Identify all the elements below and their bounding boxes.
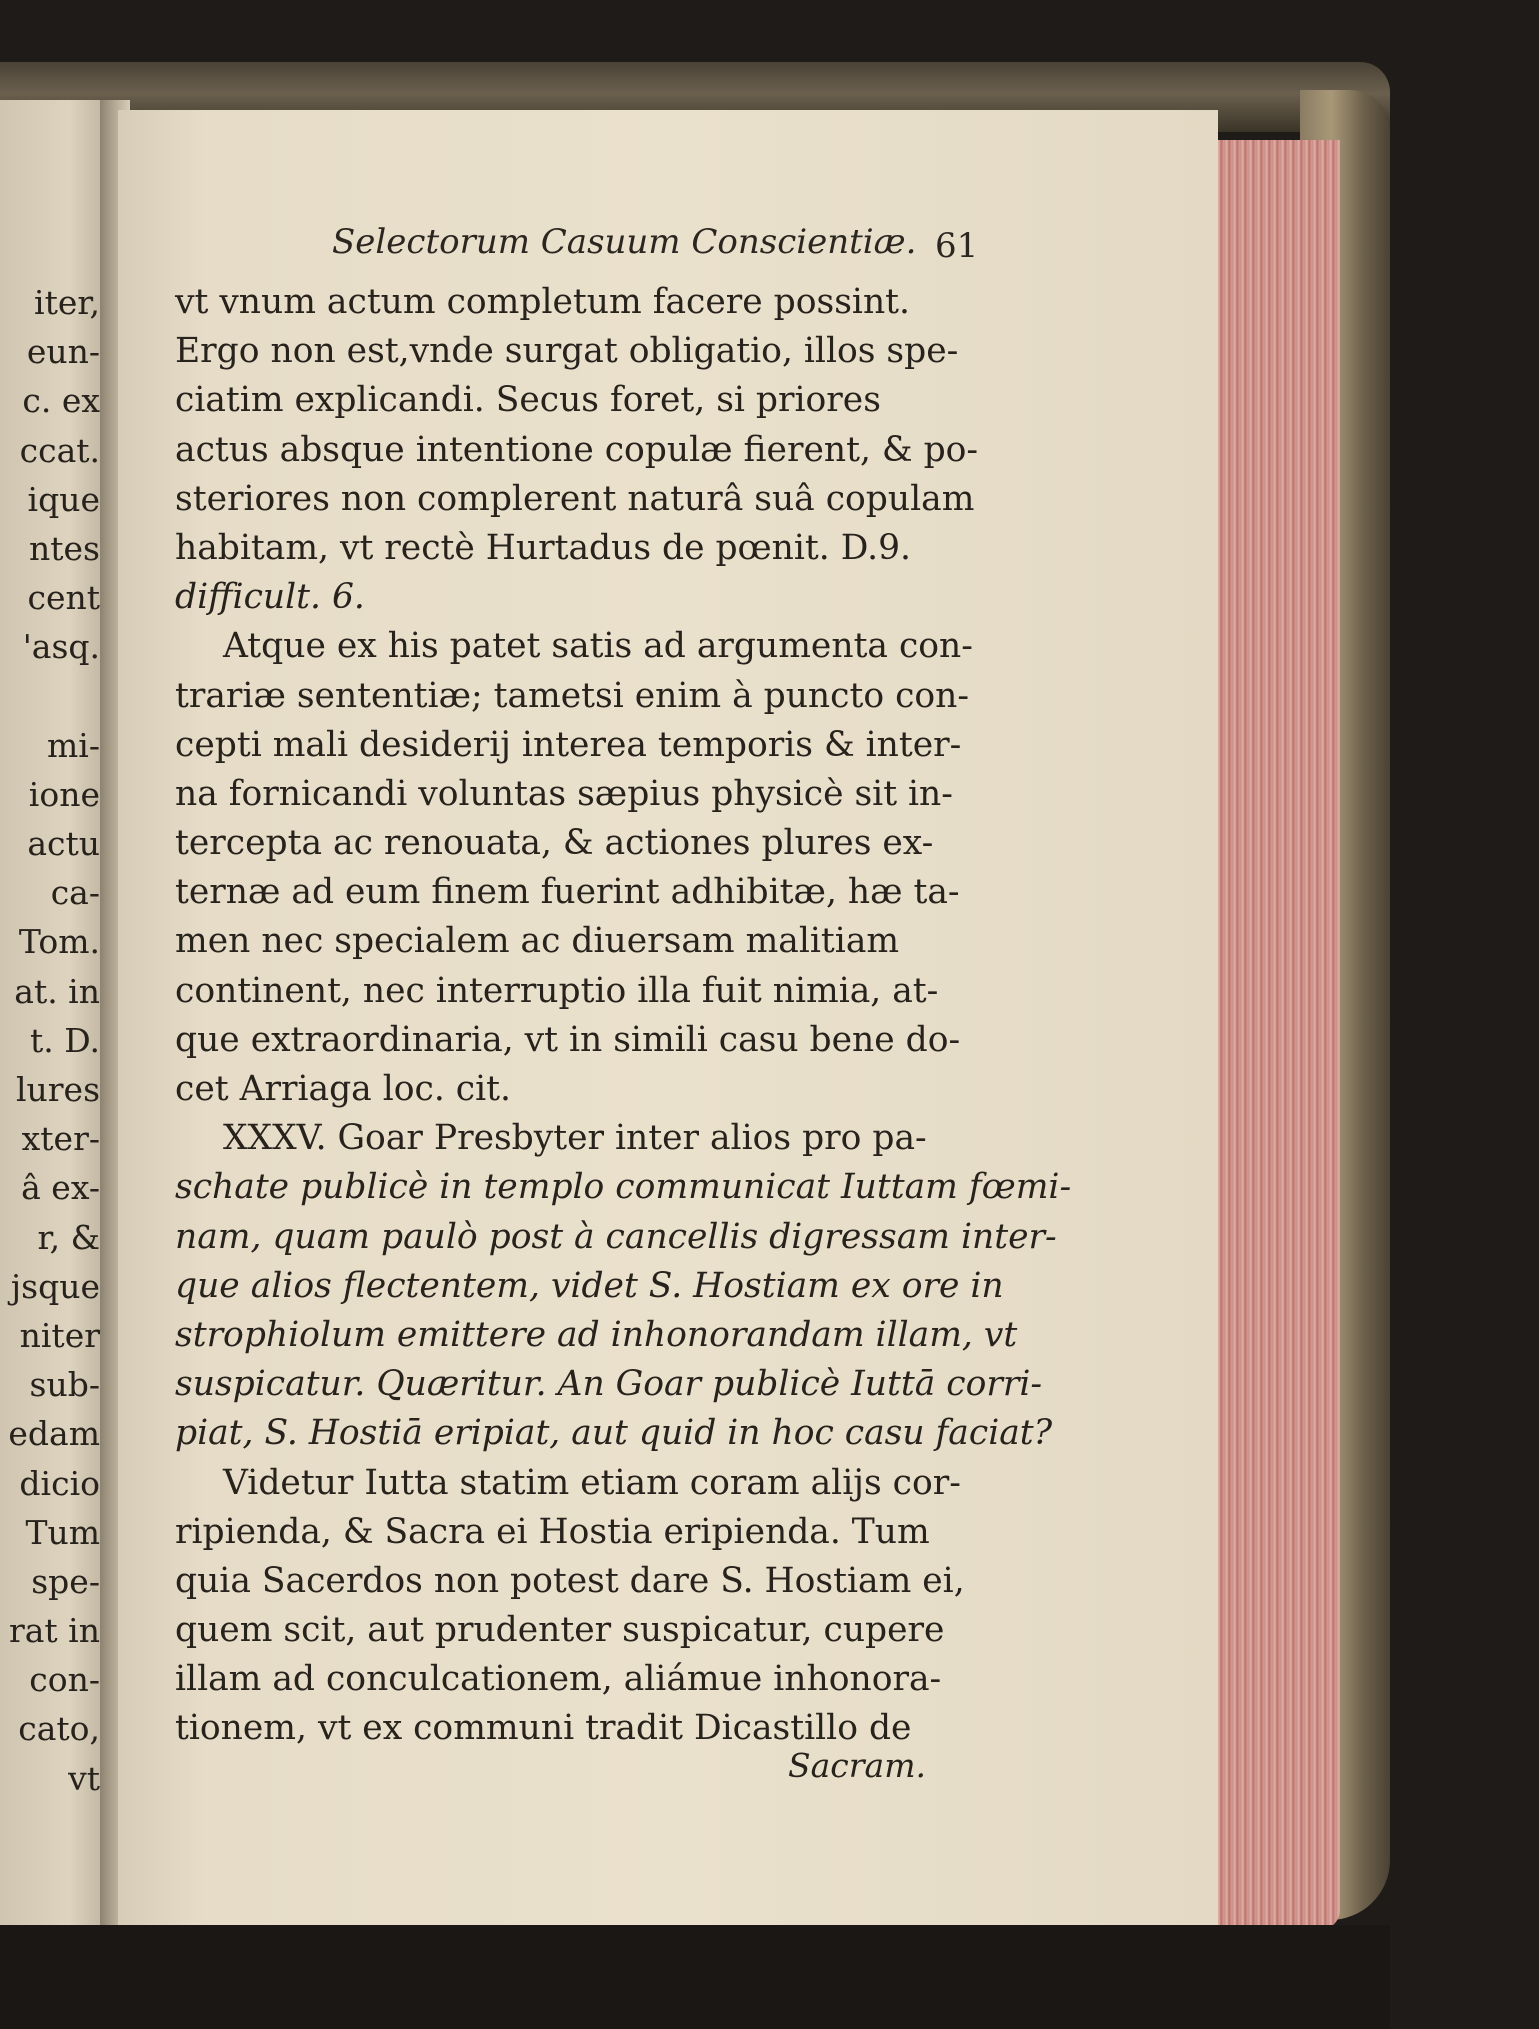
text-line: cepti mali desiderij interea temporis & inter- [175,724,962,765]
left-fragment-line: 'asq. [22,627,100,667]
left-fragment-line: cent [27,578,100,618]
text-line: continent, nec interruptio illa fuit nimia, at- [175,970,939,1011]
left-fragment-line: ione [28,774,100,814]
left-fragment-line: at. in [14,971,100,1011]
left-fragment-line: actu [27,824,100,864]
text-line: suspicatur. Quæritur. An Goar publicè Iuttā corri- [175,1364,1043,1405]
left-fragment-line: c. ex [22,381,100,421]
bottom-background [0,1925,1390,2029]
text-line: schate publicè in templo communicat Iuttam fœmi- [175,1167,1072,1208]
text-line: actus absque intentione copulæ fierent, & po- [175,429,979,470]
left-fragment-line: cato, [18,1709,100,1749]
text-line: vt vnum actum completum facere possint. [175,282,910,322]
text-line: tercepta ac renouata, & actiones plures ex- [175,823,934,864]
text-line: ternæ ad eum finem fuerint adhibitæ, hæ ta- [175,872,960,913]
page-body-text [175,278,1072,1754]
left-fragment-line: vt [68,1758,100,1798]
left-fragment-line: Tum [25,1512,100,1552]
left-fragment-line: eun- [26,332,100,372]
left-fragment-line: mi- [47,725,100,765]
left-fragment-line: iter, [34,283,100,322]
text-line: habitam, vt rectè Hurtadus de pœnit. D.9. [175,527,912,568]
left-fragment-line: r, & [37,1217,100,1257]
left-fragment-line [0,672,100,721]
text-line: que alios flectentem, videt S. Hostiam ex ore in [175,1265,1004,1306]
text-line: piat, S. Hostiā eripiat, aut quid in hoc casu faciat? [175,1413,1053,1454]
text-line: que extraordinaria, vt in simili casu bene do- [175,1019,961,1060]
text-line: steriores non complerent naturâ suâ copulam [175,478,975,519]
left-fragment-line: Tom. [18,922,100,962]
text-line: illam ad conculcationem, aliámue inhonora- [175,1659,942,1700]
text-line: Ergo non est,vnde surgat obligatio, illos spe- [175,331,959,372]
left-fragment-line: con- [29,1660,100,1700]
text-line: na fornicandi voluntas sæpius physicè sit in- [175,773,953,814]
left-fragment-line: lures [15,1070,100,1109]
text-line: difficult. 6. [175,577,365,618]
text-line: ripienda, & Sacra ei Hostia eripienda. Tum [175,1511,930,1552]
left-fragment-line: â ex- [21,1168,100,1208]
left-fragment-line: niter [19,1315,100,1355]
left-fragment-line: jsque [10,1266,100,1306]
text-line: quia Sacerdos non potest dare S. Hostiam ei, [175,1560,965,1601]
left-fragment-line: sub- [29,1365,100,1405]
left-fragment-line: ntes [29,528,100,568]
text-line: men nec specialem ac diuersam malitiam [175,921,900,962]
left-fragment-line: dicio [19,1463,100,1503]
text-line: ciatim explicandi. Secus foret, si priores [175,380,881,421]
text-line: strophiolum emittere ad inhonorandam illam, vt [175,1314,1018,1355]
text-line: tionem, vt ex communi tradit Dicastillo de [175,1708,912,1749]
left-fragment-line: t. D. [29,1020,100,1060]
text-line: trariæ sententiæ; tametsi enim à puncto con- [175,675,970,716]
running-head: Selectorum Casuum Conscientiæ. [332,222,917,262]
text-line: nam, quam paulò post à cancellis digressam inter- [175,1216,1057,1257]
left-fragment-line: edam [8,1414,100,1454]
text-line: Videtur Iutta statim etiam coram alijs cor- [223,1462,961,1503]
left-fragment-line: rat in [8,1611,100,1651]
text-line: quem scit, aut prudenter suspicatur, cupere [175,1610,945,1651]
text-line: XXXV. Goar Presbyter inter alios pro pa- [223,1118,927,1159]
catchword: Sacram. [788,1746,926,1785]
left-fragment-line: ccat. [19,430,100,470]
page-number: 61 [935,226,979,266]
left-fragment-line: xter- [21,1119,100,1159]
left-fragment-line: ca- [50,873,100,913]
left-fragment-line: ique [27,479,100,519]
text-line: cet Arriaga loc. cit. [175,1069,511,1109]
text-line: Atque ex his patet satis ad argumenta con- [223,626,973,667]
left-page-text-fragments [0,278,100,1803]
page-edges-red [1200,140,1340,1930]
left-fragment-line: spe- [31,1561,100,1601]
